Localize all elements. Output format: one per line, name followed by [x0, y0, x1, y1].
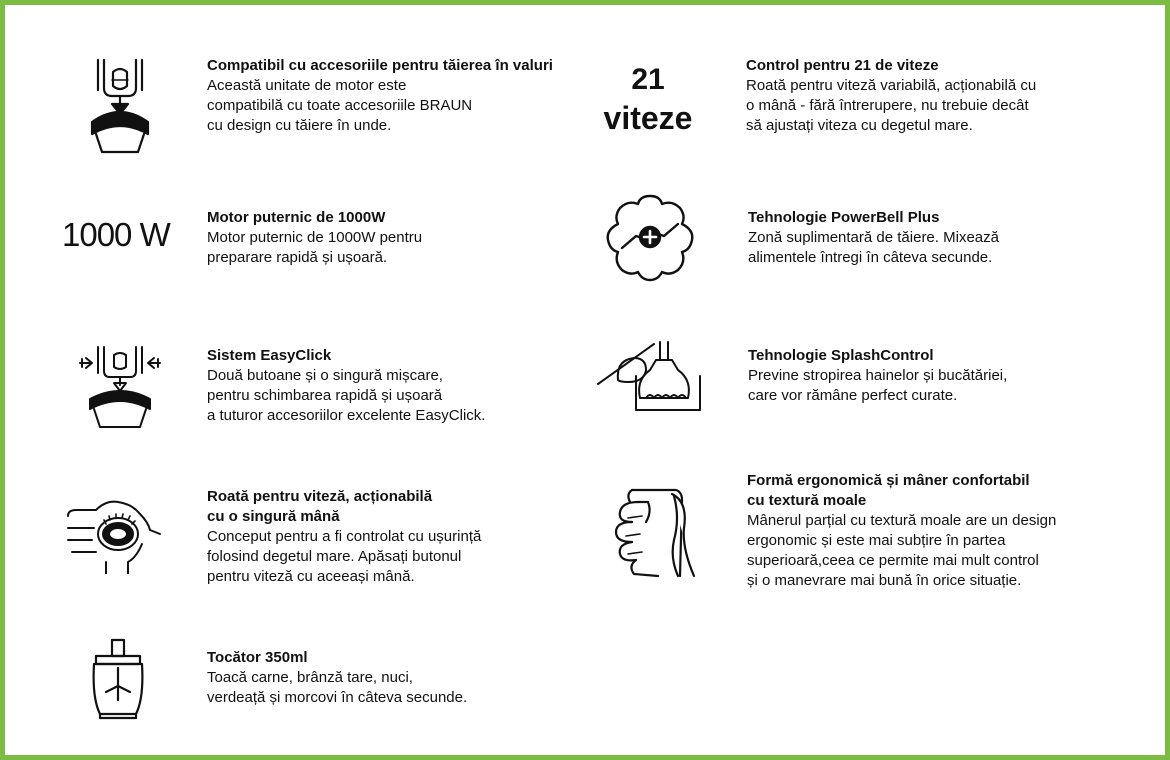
- feature-easyclick-text: [207, 346, 485, 426]
- feature-motor-line-2: preparare rapidă și ușoară.: [207, 249, 388, 266]
- feature-powerbell-line-1: Zonă suplimentară de tăiere. Mixează: [748, 229, 999, 246]
- feature-motor-text: [207, 208, 422, 268]
- speeds-word: viteze: [603, 100, 693, 136]
- power-1000w-icon: 1000 W: [62, 216, 170, 253]
- feature-ergonomic-line-1: Mânerul parțial cu textură moale are un design: [747, 512, 1057, 529]
- feature-easyclick-line-1: Două butoane și o singură mișcare,: [207, 367, 443, 384]
- feature-chopper-title: Tocător 350ml: [207, 649, 308, 666]
- feature-speeds-line-1: Roată pentru viteză variabilă, acționabilă cu: [746, 77, 1037, 94]
- feature-easyclick-title: Sistem EasyClick: [207, 347, 332, 364]
- feature-speedwheel-line-1: Conceput pentru a fi controlat cu ușurință: [207, 528, 482, 545]
- feature-speeds-title: Control pentru 21 de viteze: [746, 57, 939, 74]
- feature-wavecut-title: Compatibil cu accesoriile pentru tăierea în valuri: [207, 57, 553, 74]
- feature-splash-text: [748, 346, 1007, 406]
- feature-motor-title: Motor puternic de 1000W: [207, 209, 386, 226]
- hand-speed-wheel-icon: [66, 494, 162, 574]
- feature-easyclick-line-2: pentru schimbarea rapidă și ușoară: [207, 387, 443, 404]
- feature-powerbell-title: Tehnologie PowerBell Plus: [748, 209, 940, 226]
- feature-chopper-text: [207, 648, 467, 708]
- feature-speedwheel-line-3: pentru viteză cu aceeași mână.: [207, 568, 415, 585]
- feature-speedwheel-text: [207, 487, 481, 587]
- feature-splash-line-1: Previne stropirea hainelor și bucătăriei,: [748, 367, 1008, 384]
- feature-ergonomic-line-2: ergonomic și este mai subțire în partea: [747, 532, 1006, 549]
- feature-wavecut-line-3: cu design cu tăiere în unde.: [207, 117, 392, 134]
- feature-powerbell-text: [748, 208, 999, 268]
- chopper-icon: [90, 638, 146, 720]
- feature-splash-title: Tehnologie SplashControl: [748, 347, 934, 364]
- feature-ergonomic-line-3: superioară,ceea ce permite mai mult control: [747, 552, 1039, 569]
- 21-speeds-icon: [596, 62, 700, 138]
- feature-ergonomic-text: [747, 471, 1056, 591]
- feature-speedwheel-title-2: cu o singură mână: [207, 508, 340, 525]
- feature-motor-line-1: Motor puternic de 1000W pentru: [207, 229, 423, 246]
- feature-ergonomic-title-2: cu textură moale: [747, 492, 867, 509]
- feature-wavecut-line-2: compatibilă cu toate accesoriile BRAUN: [207, 97, 473, 114]
- feature-speeds-line-2: o mână - fără întrerupere, nu trebuie decât: [746, 97, 1029, 114]
- feature-speeds-line-3: să ajustați viteza cu degetul mare.: [746, 117, 973, 134]
- powerbell-blade-icon: [602, 192, 698, 282]
- ergonomic-grip-icon: [608, 488, 702, 578]
- feature-ergonomic-title-1: Formă ergonomică și mâner confortabil: [747, 472, 1030, 489]
- feature-ergonomic-line-4: și o manevrare mai bună în orice situație.: [747, 572, 1022, 589]
- feature-chopper-line-1: Toacă carne, brânză tare, nuci,: [207, 669, 413, 686]
- feature-speedwheel-line-2: folosind degetul mare. Apăsați butonul: [207, 548, 462, 565]
- feature-wavecut-line-1: Această unitate de motor este: [207, 77, 407, 94]
- feature-speeds-text: [746, 56, 1036, 136]
- feature-powerbell-line-2: alimentele întregi în câteva secunde.: [748, 249, 993, 266]
- feature-speedwheel-title-1: Roată pentru viteză, acționabilă: [207, 488, 433, 505]
- feature-chopper-line-2: verdeață și morcovi în câteva secunde.: [207, 689, 468, 706]
- wave-attachment-icon: [86, 58, 154, 154]
- speeds-number: 21: [631, 63, 665, 96]
- splash-control-icon: [596, 340, 704, 414]
- feature-easyclick-line-3: a tuturor accesoriilor excelente EasyClick.: [207, 407, 486, 424]
- easyclick-icon: [78, 345, 162, 429]
- feature-splash-line-2: care vor rămâne perfect curate.: [748, 387, 958, 404]
- feature-wavecut-text: [207, 56, 553, 136]
